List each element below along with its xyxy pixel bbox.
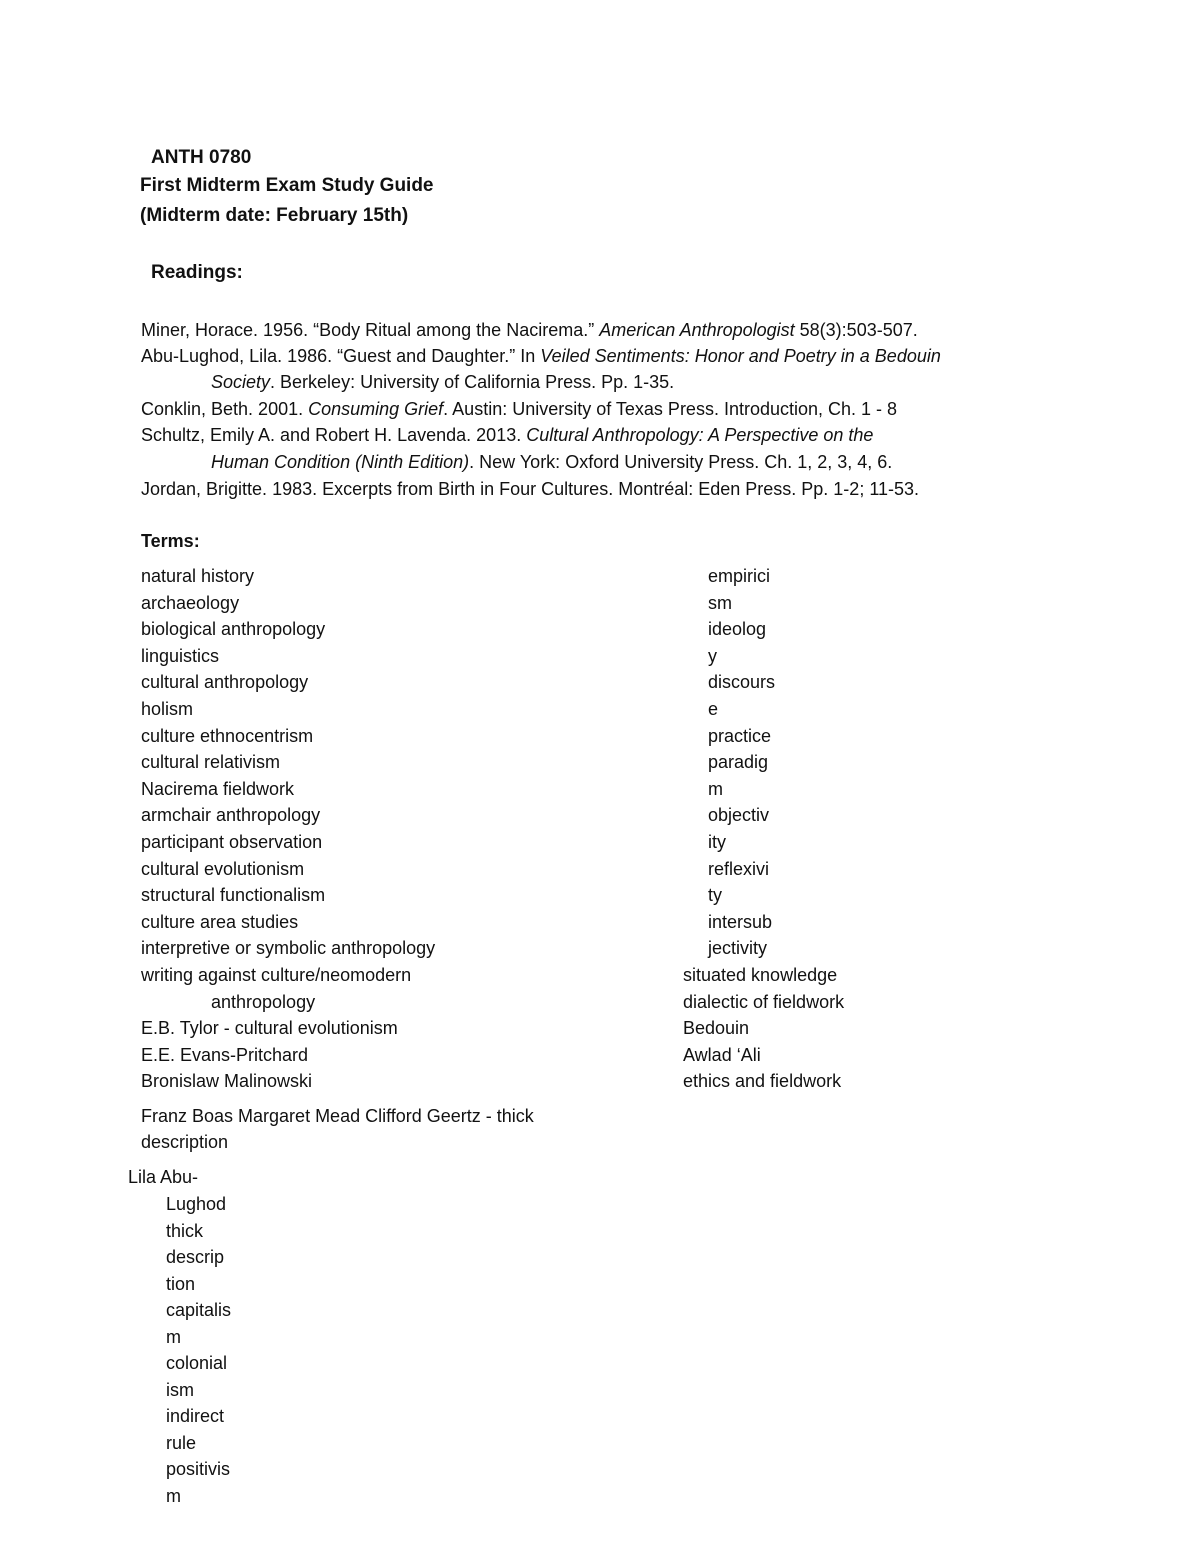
- term: empirici: [708, 566, 771, 586]
- people-line-cont: description: [141, 1132, 229, 1152]
- reading-schultz-cont: Human Condition (Ninth Edition). New York: Oxford University Press. Ch. 1, 2, 3, 4, 6.: [211, 452, 893, 472]
- term: archaeology: [141, 592, 240, 613]
- term: ideolog: [708, 619, 767, 640]
- term: holism: [141, 698, 194, 719]
- term: practice: [708, 725, 772, 746]
- document-title: First Midterm Exam Study Guide: [140, 175, 434, 196]
- term: m: [708, 778, 723, 799]
- term: Nacirema fieldwork: [141, 778, 295, 799]
- term: m: [166, 1326, 181, 1347]
- term: culture ethnocentrism: [141, 725, 314, 746]
- term: anthropology: [211, 991, 316, 1012]
- term: interpretive or symbolic anthropology: [141, 938, 436, 959]
- term: culture area studies: [141, 911, 299, 932]
- terms-heading: Terms:: [141, 531, 200, 551]
- terms-left-column: [141, 564, 435, 1096]
- term: sm: [708, 592, 732, 613]
- term: structural functionalism: [141, 885, 326, 906]
- term: Bronislaw Malinowski: [141, 1071, 313, 1092]
- term: thick: [166, 1220, 204, 1241]
- term: dialectic of fieldwork: [683, 991, 845, 1012]
- term: intersub: [708, 911, 773, 932]
- term: E.B. Tylor - cultural evolutionism: [141, 1018, 398, 1039]
- term: cultural evolutionism: [141, 858, 305, 879]
- readings-heading: Readings:: [151, 262, 243, 283]
- reading-jordan: Jordan, Brigitte. 1983. Excerpts from Birth in Four Cultures. Montréal: Eden Press. Pp. 1-2; 11-53.: [141, 479, 920, 499]
- term: E.E. Evans-Pritchard: [141, 1044, 309, 1065]
- midterm-date: (Midterm date: February 15th): [140, 205, 409, 226]
- term: Awlad ‘Ali: [683, 1044, 761, 1065]
- term: natural history: [141, 566, 255, 586]
- term: writing against culture/neomodern: [141, 964, 412, 985]
- bottom-term-stack: [166, 1192, 231, 1510]
- term: participant observation: [141, 831, 323, 852]
- term: positivis: [166, 1459, 231, 1479]
- term: y: [708, 645, 717, 666]
- term: ity: [708, 831, 726, 852]
- term: colonial: [166, 1353, 228, 1373]
- term: ism: [166, 1379, 194, 1400]
- term: cultural relativism: [141, 752, 281, 773]
- term: Lughod: [166, 1194, 227, 1214]
- reading-abu-lughod-cont: Society. Berkeley: University of California Press. Pp. 1-35.: [211, 372, 675, 392]
- term: m: [166, 1485, 181, 1506]
- term: objectiv: [708, 805, 770, 826]
- term: e: [708, 698, 719, 719]
- term: linguistics: [141, 645, 220, 666]
- term: biological anthropology: [141, 619, 326, 640]
- terms-right-column-wide: [683, 963, 844, 1096]
- term: Bedouin: [683, 1018, 750, 1039]
- term: capitalis: [166, 1300, 232, 1320]
- term: ty: [708, 885, 723, 906]
- term: tion: [166, 1273, 196, 1294]
- term: descrip: [166, 1247, 225, 1267]
- term: ethics and fieldwork: [683, 1071, 842, 1092]
- people-line: Franz Boas Margaret Mead Clifford Geertz - thick: [141, 1106, 534, 1126]
- term: situated knowledge: [683, 965, 838, 985]
- term: rule: [166, 1432, 197, 1453]
- reading-schultz: Schultz, Emily A. and Robert H. Lavenda. 2013. Cultural Anthropology: A Perspective on the: [141, 425, 874, 445]
- term: discours: [708, 672, 776, 693]
- term: armchair anthropology: [141, 805, 321, 826]
- term: reflexivi: [708, 858, 770, 879]
- course-code: ANTH 0780: [151, 147, 252, 168]
- lila-abu-lughod: Lila Abu-: [128, 1167, 199, 1187]
- term: paradig: [708, 752, 769, 773]
- reading-conklin: Conklin, Beth. 2001. Consuming Grief. Austin: University of Texas Press. Introduction, Ch. 1 - 8: [141, 399, 898, 419]
- term: indirect: [166, 1406, 225, 1426]
- reading-abu-lughod: Abu-Lughod, Lila. 1986. “Guest and Daughter.” In Veiled Sentiments: Honor and Poetry in a Bedouin: [141, 346, 941, 366]
- term: jectivity: [708, 938, 768, 959]
- terms-right-column-narrow: [708, 564, 775, 963]
- term: cultural anthropology: [141, 672, 309, 693]
- reading-miner: Miner, Horace. 1956. “Body Ritual among the Nacirema.” American Anthropologist 58(3):503-507.: [141, 320, 918, 340]
